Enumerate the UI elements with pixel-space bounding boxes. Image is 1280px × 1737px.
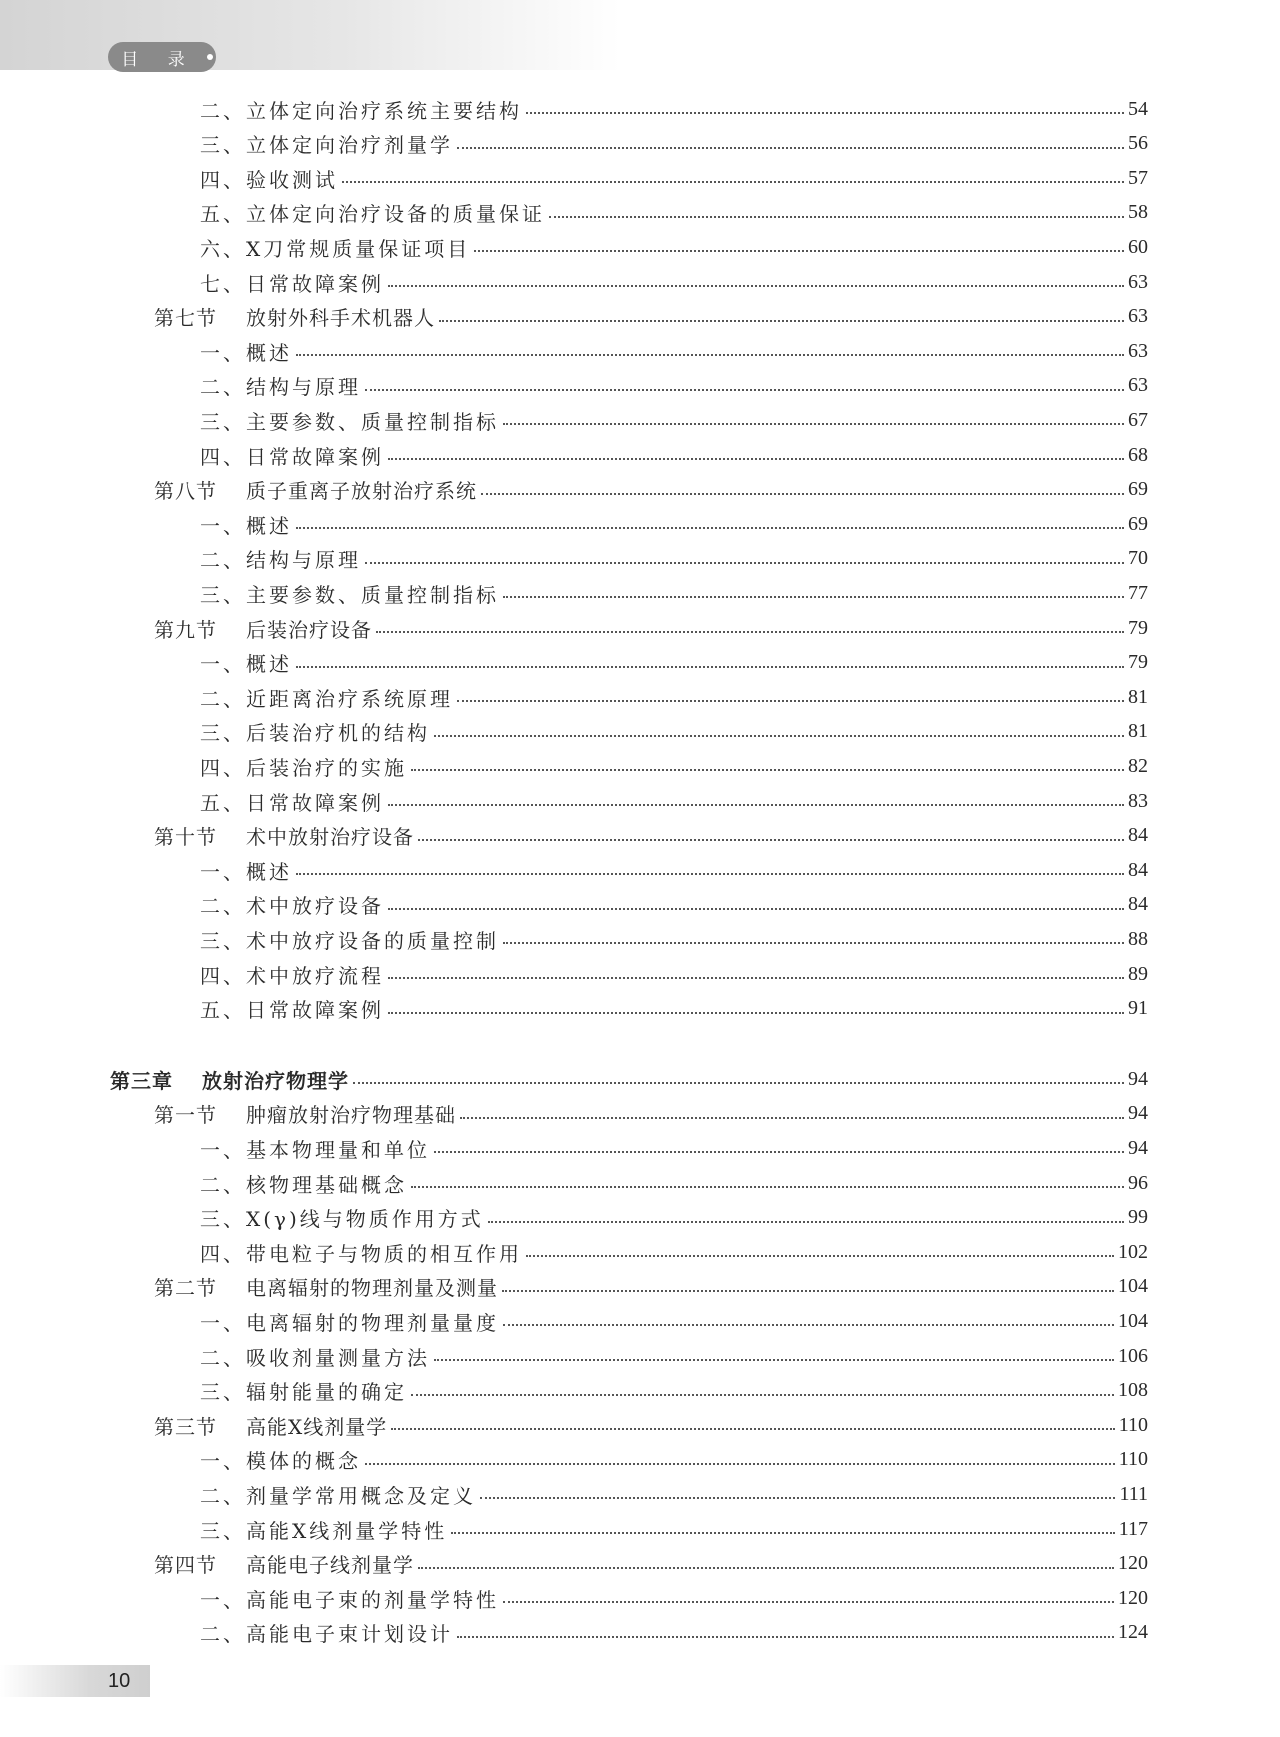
- toc-page-number: 77: [1128, 581, 1148, 604]
- dot-leader: [503, 1601, 1114, 1603]
- toc-page-number: 110: [1118, 1413, 1148, 1436]
- dot-leader: [457, 1636, 1114, 1638]
- toc-item-row: [200, 992, 1148, 1026]
- toc-page-number: 117: [1118, 1517, 1148, 1540]
- toc-item-row: [200, 1235, 1148, 1269]
- toc-title: 一、概述: [200, 859, 292, 884]
- dot-leader: [418, 1567, 1114, 1569]
- toc-section-number: 第九节: [154, 617, 217, 642]
- toc-page-number: 63: [1128, 339, 1148, 362]
- toc-item-row: [200, 1131, 1148, 1165]
- toc-chapter-number: 第三章: [110, 1068, 173, 1093]
- toc-title: 二、术中放疗设备: [200, 894, 384, 919]
- toc-section-number: 第三节: [154, 1414, 217, 1439]
- dot-leader: [503, 942, 1124, 944]
- toc-page-number: 69: [1128, 512, 1148, 535]
- toc-page-number: 106: [1118, 1344, 1148, 1367]
- toc-page-number: 63: [1128, 305, 1148, 328]
- toc-page-number: 110: [1118, 1448, 1148, 1471]
- toc-title: 二、结构与原理: [200, 375, 361, 400]
- toc-item-row: [200, 1339, 1148, 1373]
- toc-page-number: 94: [1128, 1102, 1148, 1125]
- toc-section-row: [154, 1408, 1148, 1442]
- toc-title: 七、日常故障案例: [200, 271, 384, 296]
- dot-leader: [388, 285, 1124, 287]
- toc-page-number: 60: [1128, 235, 1148, 258]
- dot-leader: [388, 458, 1124, 460]
- dot-leader: [365, 1463, 1115, 1465]
- toc-section-number: 第一节: [154, 1103, 217, 1128]
- toc-section-number: 第十节: [154, 825, 217, 850]
- toc-section-number: 第二节: [154, 1276, 217, 1301]
- toc-page-number: 96: [1128, 1171, 1148, 1194]
- dot-leader: [457, 147, 1124, 149]
- dot-leader: [502, 1290, 1114, 1292]
- dot-leader: [503, 1324, 1114, 1326]
- toc-page-number: 88: [1128, 927, 1148, 950]
- dot-leader: [391, 1428, 1114, 1430]
- toc-item-row: [200, 1477, 1148, 1511]
- toc-title: 二、立体定向治疗系统主要结构: [200, 98, 522, 123]
- toc-title: 五、立体定向治疗设备的质量保证: [200, 202, 545, 227]
- toc-chapter-row: [110, 1062, 1148, 1096]
- dot-leader: [457, 700, 1124, 702]
- toc-item-row: [200, 853, 1148, 887]
- dot-leader: [451, 1532, 1114, 1534]
- toc-section-number: 第七节: [154, 306, 217, 331]
- toc-item-row: [200, 334, 1148, 368]
- toc-page-number: 104: [1118, 1275, 1148, 1298]
- toc-page-number: 84: [1128, 893, 1148, 916]
- toc-title: 放射治疗物理学: [202, 1068, 349, 1093]
- toc-item-row: [200, 715, 1148, 749]
- toc-item-row: [200, 646, 1148, 680]
- toc-title: 三、X(γ)线与物质作用方式: [200, 1207, 484, 1232]
- toc-page-number: 108: [1118, 1379, 1148, 1402]
- toc-title: 一、概述: [200, 513, 292, 538]
- toc-page-number: 63: [1128, 374, 1148, 397]
- toc-title: 三、后装治疗机的结构: [200, 721, 430, 746]
- toc-item-row: [200, 1616, 1148, 1650]
- toc-section-row: [154, 611, 1148, 645]
- toc-page-number: 82: [1128, 754, 1148, 777]
- dot-leader: [418, 839, 1124, 841]
- toc-item-row: [200, 369, 1148, 403]
- dot-leader: [411, 769, 1124, 771]
- toc-title: 三、立体定向治疗剂量学: [200, 133, 453, 158]
- toc-title: 一、模体的概念: [200, 1449, 361, 1474]
- toc-title: 一、基本物理量和单位: [200, 1137, 430, 1162]
- dot-leader: [434, 1151, 1124, 1153]
- toc-section-row: [154, 300, 1148, 334]
- toc-item-row: [200, 1304, 1148, 1338]
- toc-page-number: 79: [1128, 616, 1148, 639]
- page-number: 10: [108, 1670, 131, 1692]
- toc-page-number: 81: [1128, 720, 1148, 743]
- toc-page-number: 91: [1128, 997, 1148, 1020]
- toc-title: 后装治疗设备: [246, 617, 372, 642]
- toc-item-row: [200, 784, 1148, 818]
- toc-title: 术中放射治疗设备: [246, 825, 414, 850]
- toc-page-number: 57: [1128, 166, 1148, 189]
- toc-title: 电离辐射的物理剂量及测量: [246, 1276, 498, 1301]
- toc-page-number: 58: [1128, 201, 1148, 224]
- toc-title: 一、概述: [200, 340, 292, 365]
- dot-leader: [439, 320, 1124, 322]
- toc-page-number: 120: [1118, 1552, 1148, 1575]
- toc-title: 高能X线剂量学: [246, 1414, 388, 1439]
- toc-item-row: [200, 1201, 1148, 1235]
- dot-leader: [434, 735, 1124, 737]
- toc-page-number: 69: [1128, 478, 1148, 501]
- toc-item-row: [200, 161, 1148, 195]
- dot-leader: [296, 666, 1124, 668]
- dot-leader: [526, 112, 1124, 114]
- toc-item-row: [200, 438, 1148, 472]
- toc-page-number: 79: [1128, 651, 1148, 674]
- dot-leader: [549, 216, 1124, 218]
- toc-item-row: [200, 1443, 1148, 1477]
- toc-page-number: 84: [1128, 858, 1148, 881]
- dot-leader: [365, 562, 1124, 564]
- dot-leader: [503, 596, 1124, 598]
- header-tab: [108, 42, 216, 72]
- dot-leader: [296, 873, 1124, 875]
- dot-leader: [411, 1394, 1114, 1396]
- dot-leader: [526, 1255, 1114, 1257]
- dot-leader: [376, 631, 1124, 633]
- dot-leader: [503, 423, 1124, 425]
- toc-page-number: 56: [1128, 132, 1148, 155]
- toc-section-row: [154, 1270, 1148, 1304]
- toc-section-row: [154, 1547, 1148, 1581]
- toc-section-row: [154, 473, 1148, 507]
- toc-item-row: [200, 888, 1148, 922]
- toc-item-row: [200, 680, 1148, 714]
- toc-title: 三、主要参数、质量控制指标: [200, 409, 499, 434]
- toc-page-number: 84: [1128, 824, 1148, 847]
- dot-leader: [388, 1012, 1124, 1014]
- dot-leader: [388, 908, 1124, 910]
- toc-page-number: 54: [1128, 97, 1148, 120]
- header-label: 目 录: [121, 49, 197, 70]
- toc-page-number: 83: [1128, 789, 1148, 812]
- toc-title: 二、高能电子束计划设计: [200, 1622, 453, 1647]
- toc-page-number: 124: [1118, 1621, 1148, 1644]
- toc-title: 四、带电粒子与物质的相互作用: [200, 1241, 522, 1266]
- toc-page-number: 102: [1118, 1240, 1148, 1263]
- dot-leader: [342, 181, 1124, 183]
- dot-leader: [388, 977, 1124, 979]
- header-band: [0, 0, 620, 70]
- toc-item-row: [200, 265, 1148, 299]
- toc-page-number: 70: [1128, 547, 1148, 570]
- toc-item-row: [200, 1512, 1148, 1546]
- toc-item-row: [200, 127, 1148, 161]
- toc-item-row: [200, 957, 1148, 991]
- toc-title: 二、核物理基础概念: [200, 1172, 407, 1197]
- toc-title: 三、辐射能量的确定: [200, 1380, 407, 1405]
- toc-item-row: [200, 403, 1148, 437]
- toc-item-row: [200, 230, 1148, 264]
- toc-title: 四、验收测试: [200, 167, 338, 192]
- toc-item-row: [200, 1374, 1148, 1408]
- toc-item-row: [200, 92, 1148, 126]
- bullet-icon: [207, 54, 213, 60]
- toc-page-number: 89: [1128, 962, 1148, 985]
- toc-title: 一、电离辐射的物理剂量量度: [200, 1310, 499, 1335]
- toc-page-number: 94: [1128, 1067, 1148, 1090]
- dot-leader: [481, 493, 1124, 495]
- toc-page-number: 67: [1128, 408, 1148, 431]
- toc-title: 二、近距离治疗系统原理: [200, 686, 453, 711]
- toc-item-row: [200, 749, 1148, 783]
- toc-title: 四、术中放疗流程: [200, 963, 384, 988]
- toc-title: 五、日常故障案例: [200, 790, 384, 815]
- toc-title: 肿瘤放射治疗物理基础: [246, 1103, 456, 1128]
- toc-title: 三、高能X线剂量学特性: [200, 1518, 448, 1543]
- toc-page-number: 99: [1128, 1206, 1148, 1229]
- toc-title: 五、日常故障案例: [200, 998, 384, 1023]
- toc-page-number: 81: [1128, 685, 1148, 708]
- dot-leader: [488, 1221, 1124, 1223]
- toc-item-row: [200, 196, 1148, 230]
- toc-title: 质子重离子放射治疗系统: [246, 479, 477, 504]
- toc-section-row: [154, 819, 1148, 853]
- toc-item-row: [200, 922, 1148, 956]
- toc-page-number: 68: [1128, 443, 1148, 466]
- toc-page-number: 120: [1118, 1586, 1148, 1609]
- toc-item-row: [200, 507, 1148, 541]
- toc-page-number: 63: [1128, 270, 1148, 293]
- toc-title: 放射外科手术机器人: [246, 306, 435, 331]
- toc-title: 一、概述: [200, 652, 292, 677]
- dot-leader: [411, 1186, 1124, 1188]
- toc-title: 四、后装治疗的实施: [200, 755, 407, 780]
- toc-title: 三、主要参数、质量控制指标: [200, 582, 499, 607]
- dot-leader: [460, 1117, 1124, 1119]
- dot-leader: [480, 1497, 1115, 1499]
- toc-section-number: 第八节: [154, 479, 217, 504]
- toc-title: 二、吸收剂量测量方法: [200, 1345, 430, 1370]
- toc-title: 二、剂量学常用概念及定义: [200, 1483, 476, 1508]
- dot-leader: [296, 527, 1124, 529]
- toc-title: 六、X刀常规质量保证项目: [200, 236, 471, 261]
- toc-page-number: 104: [1118, 1309, 1148, 1332]
- dot-leader: [434, 1359, 1114, 1361]
- dot-leader: [474, 250, 1124, 252]
- toc-item-row: [200, 576, 1148, 610]
- dot-leader: [353, 1082, 1124, 1084]
- toc-item-row: [200, 1166, 1148, 1200]
- toc-section-number: 第四节: [154, 1553, 217, 1578]
- toc-title: 二、结构与原理: [200, 548, 361, 573]
- toc-page-number: 94: [1128, 1136, 1148, 1159]
- toc-title: 四、日常故障案例: [200, 444, 384, 469]
- toc-page-number: 111: [1119, 1482, 1148, 1505]
- toc-title: 一、高能电子束的剂量学特性: [200, 1587, 499, 1612]
- toc-section-row: [154, 1097, 1148, 1131]
- dot-leader: [365, 389, 1124, 391]
- toc-item-row: [200, 1581, 1148, 1615]
- toc-title: 三、术中放疗设备的质量控制: [200, 928, 499, 953]
- toc-item-row: [200, 542, 1148, 576]
- toc-title: 高能电子线剂量学: [246, 1553, 414, 1578]
- dot-leader: [296, 354, 1124, 356]
- dot-leader: [388, 804, 1124, 806]
